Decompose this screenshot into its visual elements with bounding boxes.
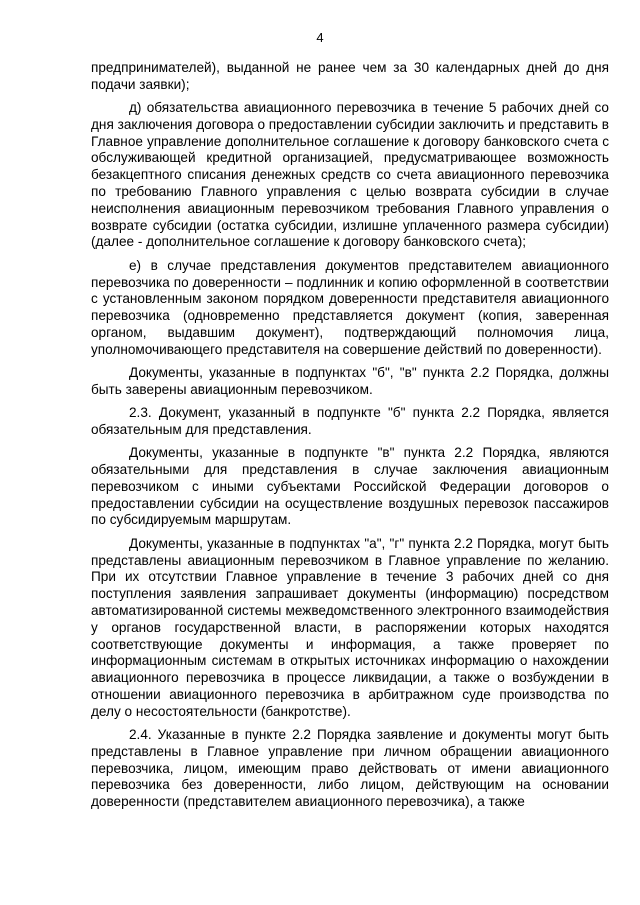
paragraph-2-3: 2.3. Документ, указанный в подпункте "б" пункта 2.2 Порядка, является обязательным для представления. — [91, 405, 609, 437]
paragraph-optional-docs: Документы, указанные в подпунктах "а", "г" пункта 2.2 Порядка, могут быть представлены авиационным перевозчиком в Главное управление по желанию. При их отсутствии Главное управление в течение 3 рабочих дней со дня поступления заявления запрашивает документы (информацию) посредством автоматизированной системы межведомственного электронного взаимодействия у органов государственной власти, в распоряжении которых находятся соответствующие документы и информация, а также проверяет по информационным системам в открытых источниках информацию о нахождении авиационного перевозчика в процессе ликвидации, а также о возбуждении в отношении авиационного перевозчика в арбитражном суде производства по делу о несостоятельности (банкротстве). — [91, 535, 609, 719]
paragraph-required-docs: Документы, указанные в подпункте "в" пункта 2.2 Порядка, являются обязательными для представления в случае заключения авиационным перевозчиком с иными субъектами Российской Федерации договоров о предоставлении субсидии на осуществление воздушных перевозок пассажиров по субсидируемым маршрутам. — [91, 445, 609, 528]
page-number: 4 — [316, 30, 324, 45]
paragraph-continuation: предпринимателей), выданной не ранее чем за 30 календарных дней до дня подачи заявки); — [91, 60, 609, 92]
document-body — [91, 60, 609, 817]
paragraph-2-4: 2.4. Указанные в пункте 2.2 Порядка заявление и документы могут быть представлены в Главное управление при личном обращении авиационного перевозчика, лицом, имеющим право действовать от имени авиационного перевозчика без доверенности, либо лицом, действующим на основании доверенности (представителем авиационного перевозчика), а также — [91, 726, 609, 810]
paragraph-item-e: е) в случае представления документов представителем авиационного перевозчика по доверенности – подлинник и копию оформленной в соответствии с установленным законом порядком доверенности представителя авиационного перевозчика (одновременно представляется документ (копия, заверенная органом, выдавшим документ), подтверждающий полномочия лица, уполномочивающего представителя на совершение действий по доверенности). — [91, 257, 609, 357]
paragraph-item-d: д) обязательства авиационного перевозчика в течение 5 рабочих дней со дня заключения договора о предоставлении субсидии заключить и представить в Главное управление дополнительное соглашение к договору банковского счета с обслуживающей кредитной организацией, предусматривающее возможность безакцептного списания денежных средств со счета авиационного перевозчика по требованию Главного управления с целью возврата субсидии в случае неисполнения авиационным перевозчиком требования Главного управления о возврате субсидии (остатка субсидии, излишне уплаченного размера субсидии) (далее - дополнительное соглашение к договору банковского счета); — [91, 100, 609, 250]
paragraph-certification: Документы, указанные в подпунктах "б", "в" пункта 2.2 Порядка, должны быть заверены авиационным перевозчиком. — [91, 365, 609, 397]
